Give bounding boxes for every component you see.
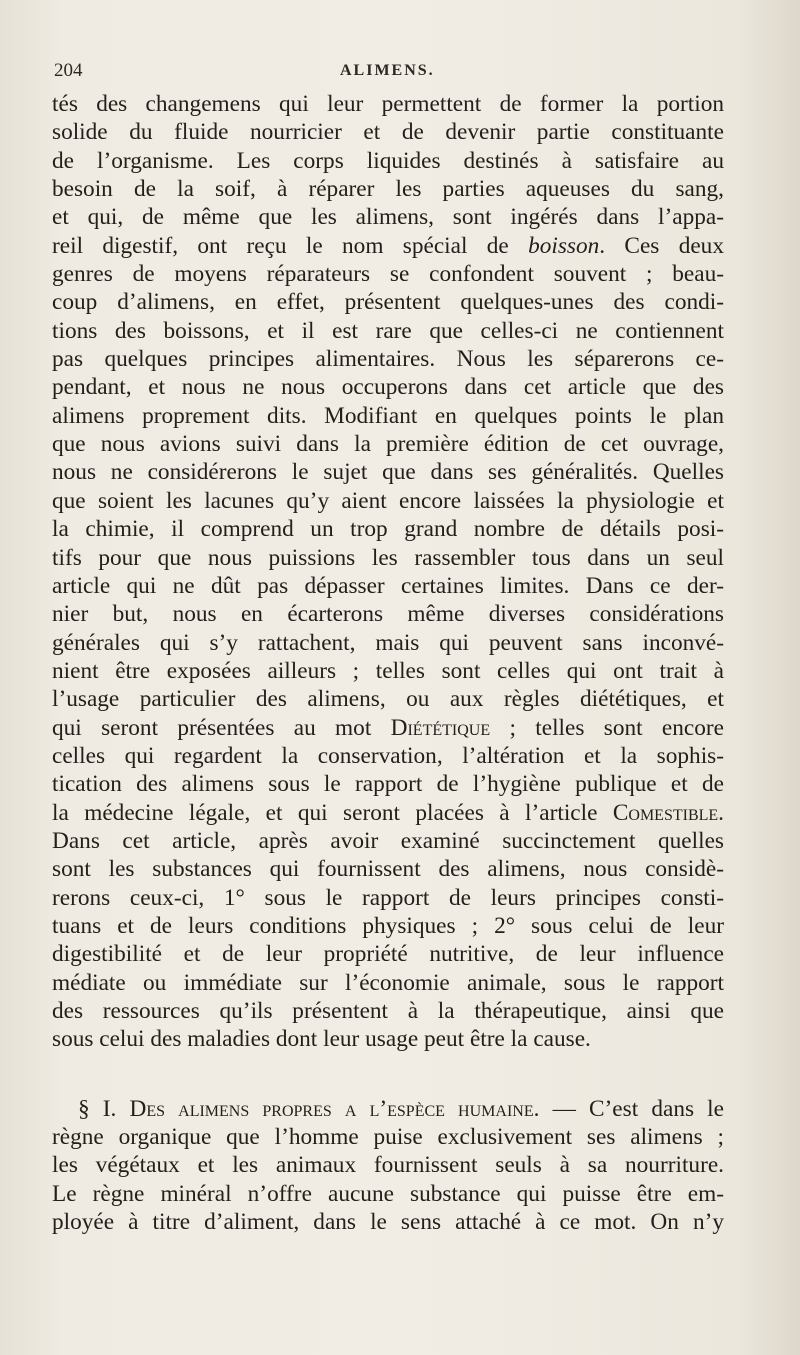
text-line: sous celui des maladies dont leur usage peut être la cause. [52,1026,591,1053]
section-mark: § I. [78,1095,130,1122]
text-line: Le règne minéral n’offre aucune substance qui puisse être em- [52,1180,724,1207]
text-line: digestibilité et de leur propriété nutritive, de leur influence [52,941,724,968]
text-segment: qui seront présentées au mot [52,714,391,741]
text-line: sont les substances qui fournissent des alimens, nous considè- [52,856,724,883]
text-line: Dans cet article, après avoir examiné succinctement quelles [52,827,724,854]
cross-reference: Comestible [612,799,719,826]
text-line: règne organique que l’homme puise exclusivement ses alimens ; [52,1124,724,1151]
text-line: celles qui regardent la conservation, l’altération et la sophis- [52,742,724,769]
text-line: pas quelques principes alimentaires. Nous les séparerons ce- [52,346,724,373]
text-line: solide du fluide nourricier et de devenir partie constituante [52,119,724,146]
section-heading-line [52,1095,724,1123]
text-line: coup d’alimens, en effet, présentent quelques-unes des condi- [52,289,724,316]
text-line: ployée à titre d’aliment, dans le sens attaché à ce mot. On n’y [52,1209,724,1236]
text-line: tuans et de leurs conditions physiques ; 2° sous celui de leur [52,912,724,939]
text-segment: . [718,799,724,826]
text-line: article qui ne dût pas dépasser certaines limites. Dans ce der- [52,572,724,599]
text-segment: . Ces deux [599,232,724,259]
page-number: 204 [54,60,83,81]
text-line: nier but, nous en écarterons même diverses considérations [52,601,724,628]
text-line: pendant, et nous ne nous occuperons dans cet article que des [52,374,724,401]
text-line: rerons ceux-ci, 1° sous le rapport de leurs principes consti- [52,884,724,911]
text-line [52,232,724,260]
text-line: que nous avions suivi dans la première édition de cet ouvrage, [52,431,724,458]
section-title: Des alimens propres a l’espèce humaine. [129,1095,540,1122]
page-header [54,60,722,90]
body-text [52,90,724,1236]
paragraph-gap [52,1054,724,1095]
text-line: besoin de la soif, à réparer les parties aqueuses du sang, [52,176,724,203]
text-line: tication des alimens sous le rapport de l’hygiène publique et de [52,771,724,798]
text-line: les végétaux et les animaux fournissent seuls à sa nourriture. [52,1152,724,1179]
text-line [52,714,724,742]
text-line: et qui, de même que les alimens, sont ingérés dans l’appa- [52,204,724,231]
text-segment: ; telles sont encore [490,714,724,741]
text-line: tifs pour que nous puissions les rassembler tous dans un seul [52,544,724,571]
cross-reference: Diététique [390,714,491,741]
text-line: générales qui s’y rattachent, mais qui peuvent sans inconvé- [52,629,724,656]
text-line: de l’organisme. Les corps liquides destinés à satisfaire au [52,147,724,174]
italic-term: boisson [528,232,600,259]
text-line: tés des changemens qui leur permettent de former la portion [52,91,724,117]
text-line: genres de moyens réparateurs se confondent souvent ; beau- [52,261,724,288]
text-line: tions des boissons, et il est rare que celles-ci ne contiennent [52,317,724,344]
text-line: que soient les lacunes qu’y aient encore laissées la physiologie et [52,487,724,514]
text-line: l’usage particulier des alimens, ou aux règles diététiques, et [52,686,724,713]
text-line [52,799,724,827]
text-segment: reil digestif, ont reçu le nom spécial de [52,232,529,259]
text-line: la chimie, il comprend un trop grand nombre de détails posi- [52,516,724,543]
running-head: ALIMENS. [340,62,435,79]
text-segment: la médecine légale, et qui seront placées à l’article [52,799,613,826]
text-line: nous ne considérerons le sujet que dans ses généralités. Quelles [52,459,724,486]
text-line: nient être exposées ailleurs ; telles sont celles qui ont trait à [52,657,724,684]
text-line: alimens proprement dits. Modifiant en quelques points le plan [52,402,724,429]
text-line: médiate ou immédiate sur l’économie animale, sous le rapport [52,969,724,996]
text-segment: — C’est dans le [539,1095,724,1122]
text-line: des ressources qu’ils présentent à la thérapeutique, ainsi que [52,998,724,1024]
